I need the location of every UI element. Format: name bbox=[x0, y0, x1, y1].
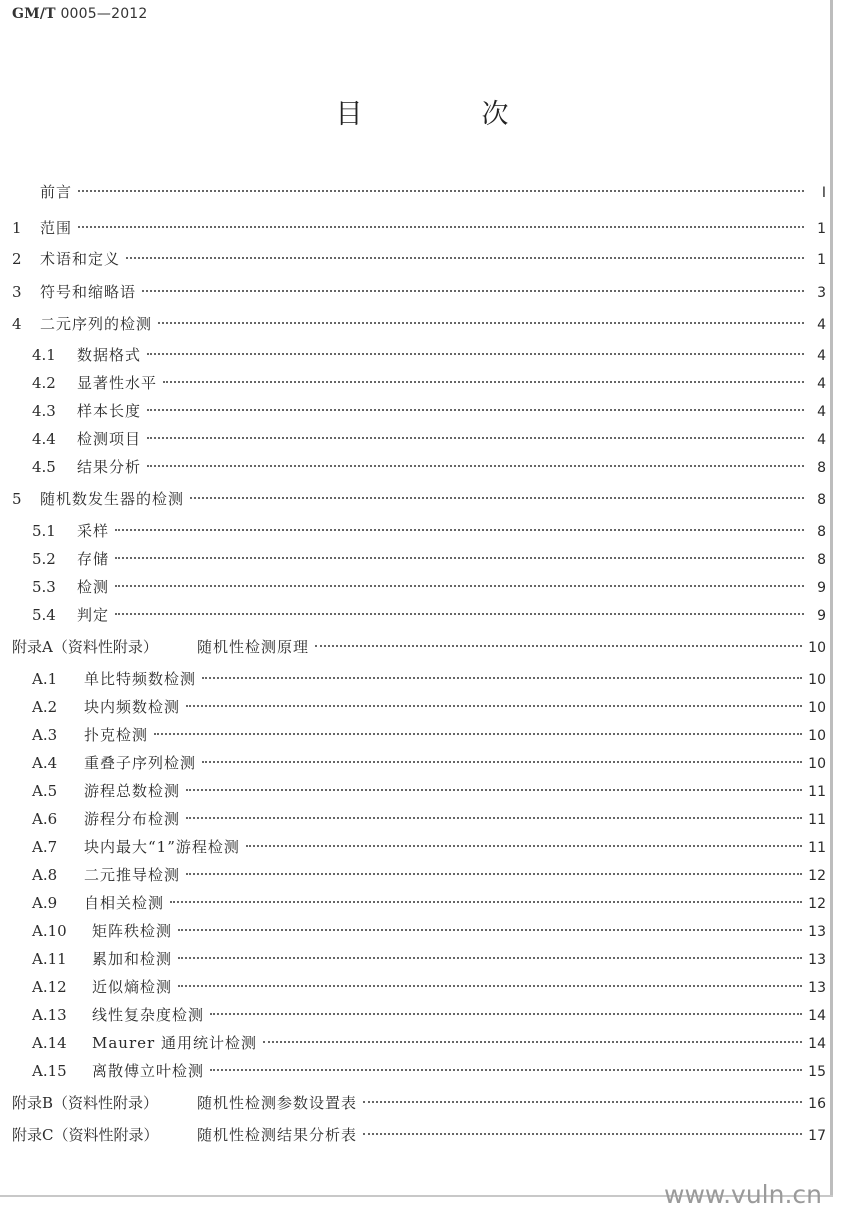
toc-entry-title: 随机数发生器的检测 bbox=[40, 490, 185, 508]
toc-entry-page: 16 bbox=[808, 1096, 826, 1112]
toc-entry-title: 二元推导检测 bbox=[84, 866, 181, 884]
dot-leader bbox=[202, 761, 802, 763]
dot-leader bbox=[147, 353, 804, 355]
toc-entry-number: 附录A（资料性附录） bbox=[12, 638, 158, 656]
dot-leader bbox=[263, 1041, 802, 1043]
toc-entry-number: 4.2 bbox=[32, 374, 56, 392]
page-title: 目 次 bbox=[335, 99, 555, 130]
toc-entry-number: A.12 bbox=[32, 978, 67, 996]
toc-entry[interactable] bbox=[32, 1031, 826, 1055]
toc-entry-page: 3 bbox=[817, 285, 826, 301]
toc-entry[interactable] bbox=[32, 455, 826, 479]
toc-entry-page: 4 bbox=[817, 404, 826, 420]
toc-entry-number: 5.3 bbox=[32, 578, 56, 596]
dot-leader bbox=[126, 257, 804, 259]
dot-leader bbox=[363, 1101, 802, 1103]
toc-entry-page: 4 bbox=[817, 432, 826, 448]
toc-entry-title: 线性复杂度检测 bbox=[92, 1006, 205, 1024]
toc-entry[interactable] bbox=[32, 807, 826, 831]
toc-entry-title: 游程总数检测 bbox=[84, 782, 181, 800]
dot-leader bbox=[78, 190, 804, 192]
dot-leader bbox=[363, 1133, 802, 1135]
toc-entry-page: 10 bbox=[808, 756, 826, 772]
toc-entry-page: 4 bbox=[817, 317, 826, 333]
toc-entry[interactable] bbox=[32, 667, 826, 691]
toc-entry-title: 随机性检测参数设置表 bbox=[197, 1094, 358, 1112]
toc-entry[interactable] bbox=[12, 487, 826, 511]
toc-entry[interactable] bbox=[32, 975, 826, 999]
dot-leader bbox=[186, 817, 802, 819]
toc-entry-page: 9 bbox=[817, 608, 826, 624]
toc-entry[interactable] bbox=[12, 635, 826, 659]
dot-leader bbox=[115, 613, 804, 615]
toc-entry[interactable] bbox=[12, 312, 826, 336]
toc-entry-title: 随机性检测原理 bbox=[197, 638, 310, 656]
dot-leader bbox=[210, 1069, 802, 1071]
toc-entry-number: 5.4 bbox=[32, 606, 56, 624]
toc-entry-title: 二元序列的检测 bbox=[40, 315, 153, 333]
toc-entry-number: 1 bbox=[12, 219, 22, 237]
toc-entry[interactable] bbox=[32, 835, 826, 859]
dot-leader bbox=[163, 381, 804, 383]
toc-entry[interactable] bbox=[12, 1091, 826, 1115]
toc-entry-page: 8 bbox=[817, 524, 826, 540]
toc-entry-number: A.15 bbox=[32, 1062, 67, 1080]
toc-entry-page: 10 bbox=[808, 672, 826, 688]
toc-entry[interactable] bbox=[32, 1003, 826, 1027]
dot-leader bbox=[147, 437, 804, 439]
dot-leader bbox=[190, 497, 804, 499]
toc-entry[interactable] bbox=[32, 751, 826, 775]
toc-entry-page: 14 bbox=[808, 1008, 826, 1024]
toc-entry-page: 12 bbox=[808, 896, 826, 912]
toc-entry-page: 11 bbox=[808, 784, 826, 800]
toc-entry[interactable] bbox=[12, 1123, 826, 1147]
dot-leader bbox=[186, 705, 802, 707]
toc-entry-number: A.11 bbox=[32, 950, 67, 968]
toc-entry-number: A.5 bbox=[32, 782, 58, 800]
dot-leader bbox=[178, 929, 802, 931]
toc-entry-title: 块内最大“1”游程检测 bbox=[84, 838, 240, 856]
toc-entry-page: 11 bbox=[808, 840, 826, 856]
toc-entry-number: 附录B（资料性附录） bbox=[12, 1094, 159, 1112]
toc-entry-title: 判定 bbox=[77, 606, 110, 624]
toc-entry[interactable] bbox=[32, 575, 826, 599]
toc-entry-title: 符号和缩略语 bbox=[40, 283, 137, 301]
dot-leader bbox=[154, 733, 802, 735]
dot-leader bbox=[115, 585, 804, 587]
toc-entry[interactable] bbox=[12, 216, 826, 240]
toc-entry-title: 近似熵检测 bbox=[92, 978, 173, 996]
toc-entry-page: 13 bbox=[808, 924, 826, 940]
toc-entry-title: 块内频数检测 bbox=[84, 698, 181, 716]
toc-entry[interactable] bbox=[32, 919, 826, 943]
toc-entry[interactable] bbox=[12, 280, 826, 304]
toc-entry-title: 重叠子序列检测 bbox=[84, 754, 197, 772]
standard-code-number: 0005—2012 bbox=[60, 6, 148, 22]
toc-entry-title: 自相关检测 bbox=[84, 894, 165, 912]
toc-entry-title: 样本长度 bbox=[77, 402, 142, 420]
toc-entry-title: 数据格式 bbox=[77, 346, 142, 364]
toc-entry-page: 1 bbox=[817, 252, 826, 268]
toc-entry-number: 4.1 bbox=[32, 346, 56, 364]
toc-entry[interactable] bbox=[32, 1059, 826, 1083]
toc-entry-title: 显著性水平 bbox=[77, 374, 158, 392]
toc-entry-number: A.1 bbox=[32, 670, 58, 688]
toc-entry-page: 4 bbox=[817, 348, 826, 364]
toc-entry-title: 单比特频数检测 bbox=[84, 670, 197, 688]
dot-leader bbox=[202, 677, 802, 679]
toc-entry-number: 5.1 bbox=[32, 522, 56, 540]
toc-entry-number: A.2 bbox=[32, 698, 58, 716]
dot-leader bbox=[78, 226, 804, 228]
toc-entry-number: 2 bbox=[12, 250, 22, 268]
toc-entry-title: 结果分析 bbox=[77, 458, 142, 476]
toc-entry-number: 4 bbox=[12, 315, 22, 333]
toc-entry-page: 8 bbox=[817, 552, 826, 568]
toc-entry[interactable] bbox=[32, 695, 826, 719]
toc-entry-number: 4.5 bbox=[32, 458, 56, 476]
toc-entry[interactable] bbox=[32, 519, 826, 543]
toc-entry-page: 15 bbox=[808, 1064, 826, 1080]
toc-entry[interactable] bbox=[32, 863, 826, 887]
toc-entry-title: 范围 bbox=[40, 219, 73, 237]
dot-leader bbox=[315, 645, 802, 647]
toc-entry-title: 采样 bbox=[77, 522, 110, 540]
toc-entry-number: A.7 bbox=[32, 838, 58, 856]
toc-entry-number: A.4 bbox=[32, 754, 58, 772]
toc-entry[interactable] bbox=[32, 891, 826, 915]
toc-entry[interactable] bbox=[32, 547, 826, 571]
toc-entry-title: 游程分布检测 bbox=[84, 810, 181, 828]
toc-entry-page: 17 bbox=[808, 1128, 826, 1144]
toc-entry-page: 10 bbox=[808, 728, 826, 744]
toc-entry[interactable] bbox=[32, 779, 826, 803]
dot-leader bbox=[210, 1013, 802, 1015]
dot-leader bbox=[142, 290, 804, 292]
toc-entry-number: A.8 bbox=[32, 866, 58, 884]
standard-code bbox=[12, 6, 148, 22]
toc-entry-page: 14 bbox=[808, 1036, 826, 1052]
dot-leader bbox=[178, 957, 802, 959]
dot-leader bbox=[147, 409, 804, 411]
toc-entry-title: 累加和检测 bbox=[92, 950, 173, 968]
toc-entry-page: 9 bbox=[817, 580, 826, 596]
toc-entry-page: 8 bbox=[817, 492, 826, 508]
toc-entry-title: 扑克检测 bbox=[84, 726, 149, 744]
toc-entry-title: 存储 bbox=[77, 550, 110, 568]
dot-leader bbox=[115, 557, 804, 559]
toc-entry-page: 13 bbox=[808, 952, 826, 968]
toc-entry-page: 1 bbox=[817, 221, 826, 237]
toc-entry[interactable] bbox=[32, 947, 826, 971]
toc-entry-number: A.9 bbox=[32, 894, 58, 912]
toc-entry-page: 10 bbox=[808, 640, 826, 656]
toc-entry-page: 8 bbox=[817, 460, 826, 476]
toc-entry-number: A.14 bbox=[32, 1034, 67, 1052]
toc-entry-number: A.3 bbox=[32, 726, 58, 744]
toc-entry-number: A.10 bbox=[32, 922, 67, 940]
toc-entry-number: 附录C（资料性附录） bbox=[12, 1126, 159, 1144]
toc-entry-title: 随机性检测结果分析表 bbox=[197, 1126, 358, 1144]
toc-entry-page: 13 bbox=[808, 980, 826, 996]
toc-entry-page: Ⅰ bbox=[821, 185, 826, 201]
dot-leader bbox=[115, 529, 804, 531]
toc-entry-title: 检测项目 bbox=[77, 430, 142, 448]
toc-entry[interactable] bbox=[12, 247, 826, 271]
toc-entry[interactable] bbox=[32, 371, 826, 395]
toc-entry-title: 前言 bbox=[40, 183, 73, 201]
dot-leader bbox=[246, 845, 802, 847]
dot-leader bbox=[147, 465, 804, 467]
standard-code-prefix: GM/T bbox=[12, 6, 56, 22]
toc-entry-page: 11 bbox=[808, 812, 826, 828]
toc-entry-page: 12 bbox=[808, 868, 826, 884]
dot-leader bbox=[158, 322, 804, 324]
toc-entry[interactable] bbox=[32, 723, 826, 747]
toc-entry-number: 4.3 bbox=[32, 402, 56, 420]
toc-entry-number: 3 bbox=[12, 283, 22, 301]
toc-entry-title: 检测 bbox=[77, 578, 110, 596]
toc-entry-title: 术语和定义 bbox=[40, 250, 121, 268]
toc-entry[interactable] bbox=[12, 180, 826, 204]
watermark-text: www.vuln.cn bbox=[664, 1180, 822, 1209]
toc-entry-title: 矩阵秩检测 bbox=[92, 922, 173, 940]
toc-entry-title: 离散傅立叶检测 bbox=[92, 1062, 205, 1080]
toc-entry[interactable] bbox=[32, 603, 826, 627]
toc-entry-number: A.6 bbox=[32, 810, 58, 828]
dot-leader bbox=[186, 789, 802, 791]
toc-entry-title: Maurer 通用统计检测 bbox=[92, 1034, 257, 1052]
toc-entry-page: 4 bbox=[817, 376, 826, 392]
dot-leader bbox=[178, 985, 802, 987]
toc-entry-number: 5.2 bbox=[32, 550, 56, 568]
toc-entry[interactable] bbox=[32, 427, 826, 451]
toc-entry-page: 10 bbox=[808, 700, 826, 716]
page-border-right bbox=[830, 0, 833, 1195]
dot-leader bbox=[170, 901, 802, 903]
toc-entry[interactable] bbox=[32, 343, 826, 367]
toc-entry-number: A.13 bbox=[32, 1006, 67, 1024]
toc-entry-number: 5 bbox=[12, 490, 22, 508]
toc-entry-number: 4.4 bbox=[32, 430, 56, 448]
toc-entry[interactable] bbox=[32, 399, 826, 423]
dot-leader bbox=[186, 873, 802, 875]
